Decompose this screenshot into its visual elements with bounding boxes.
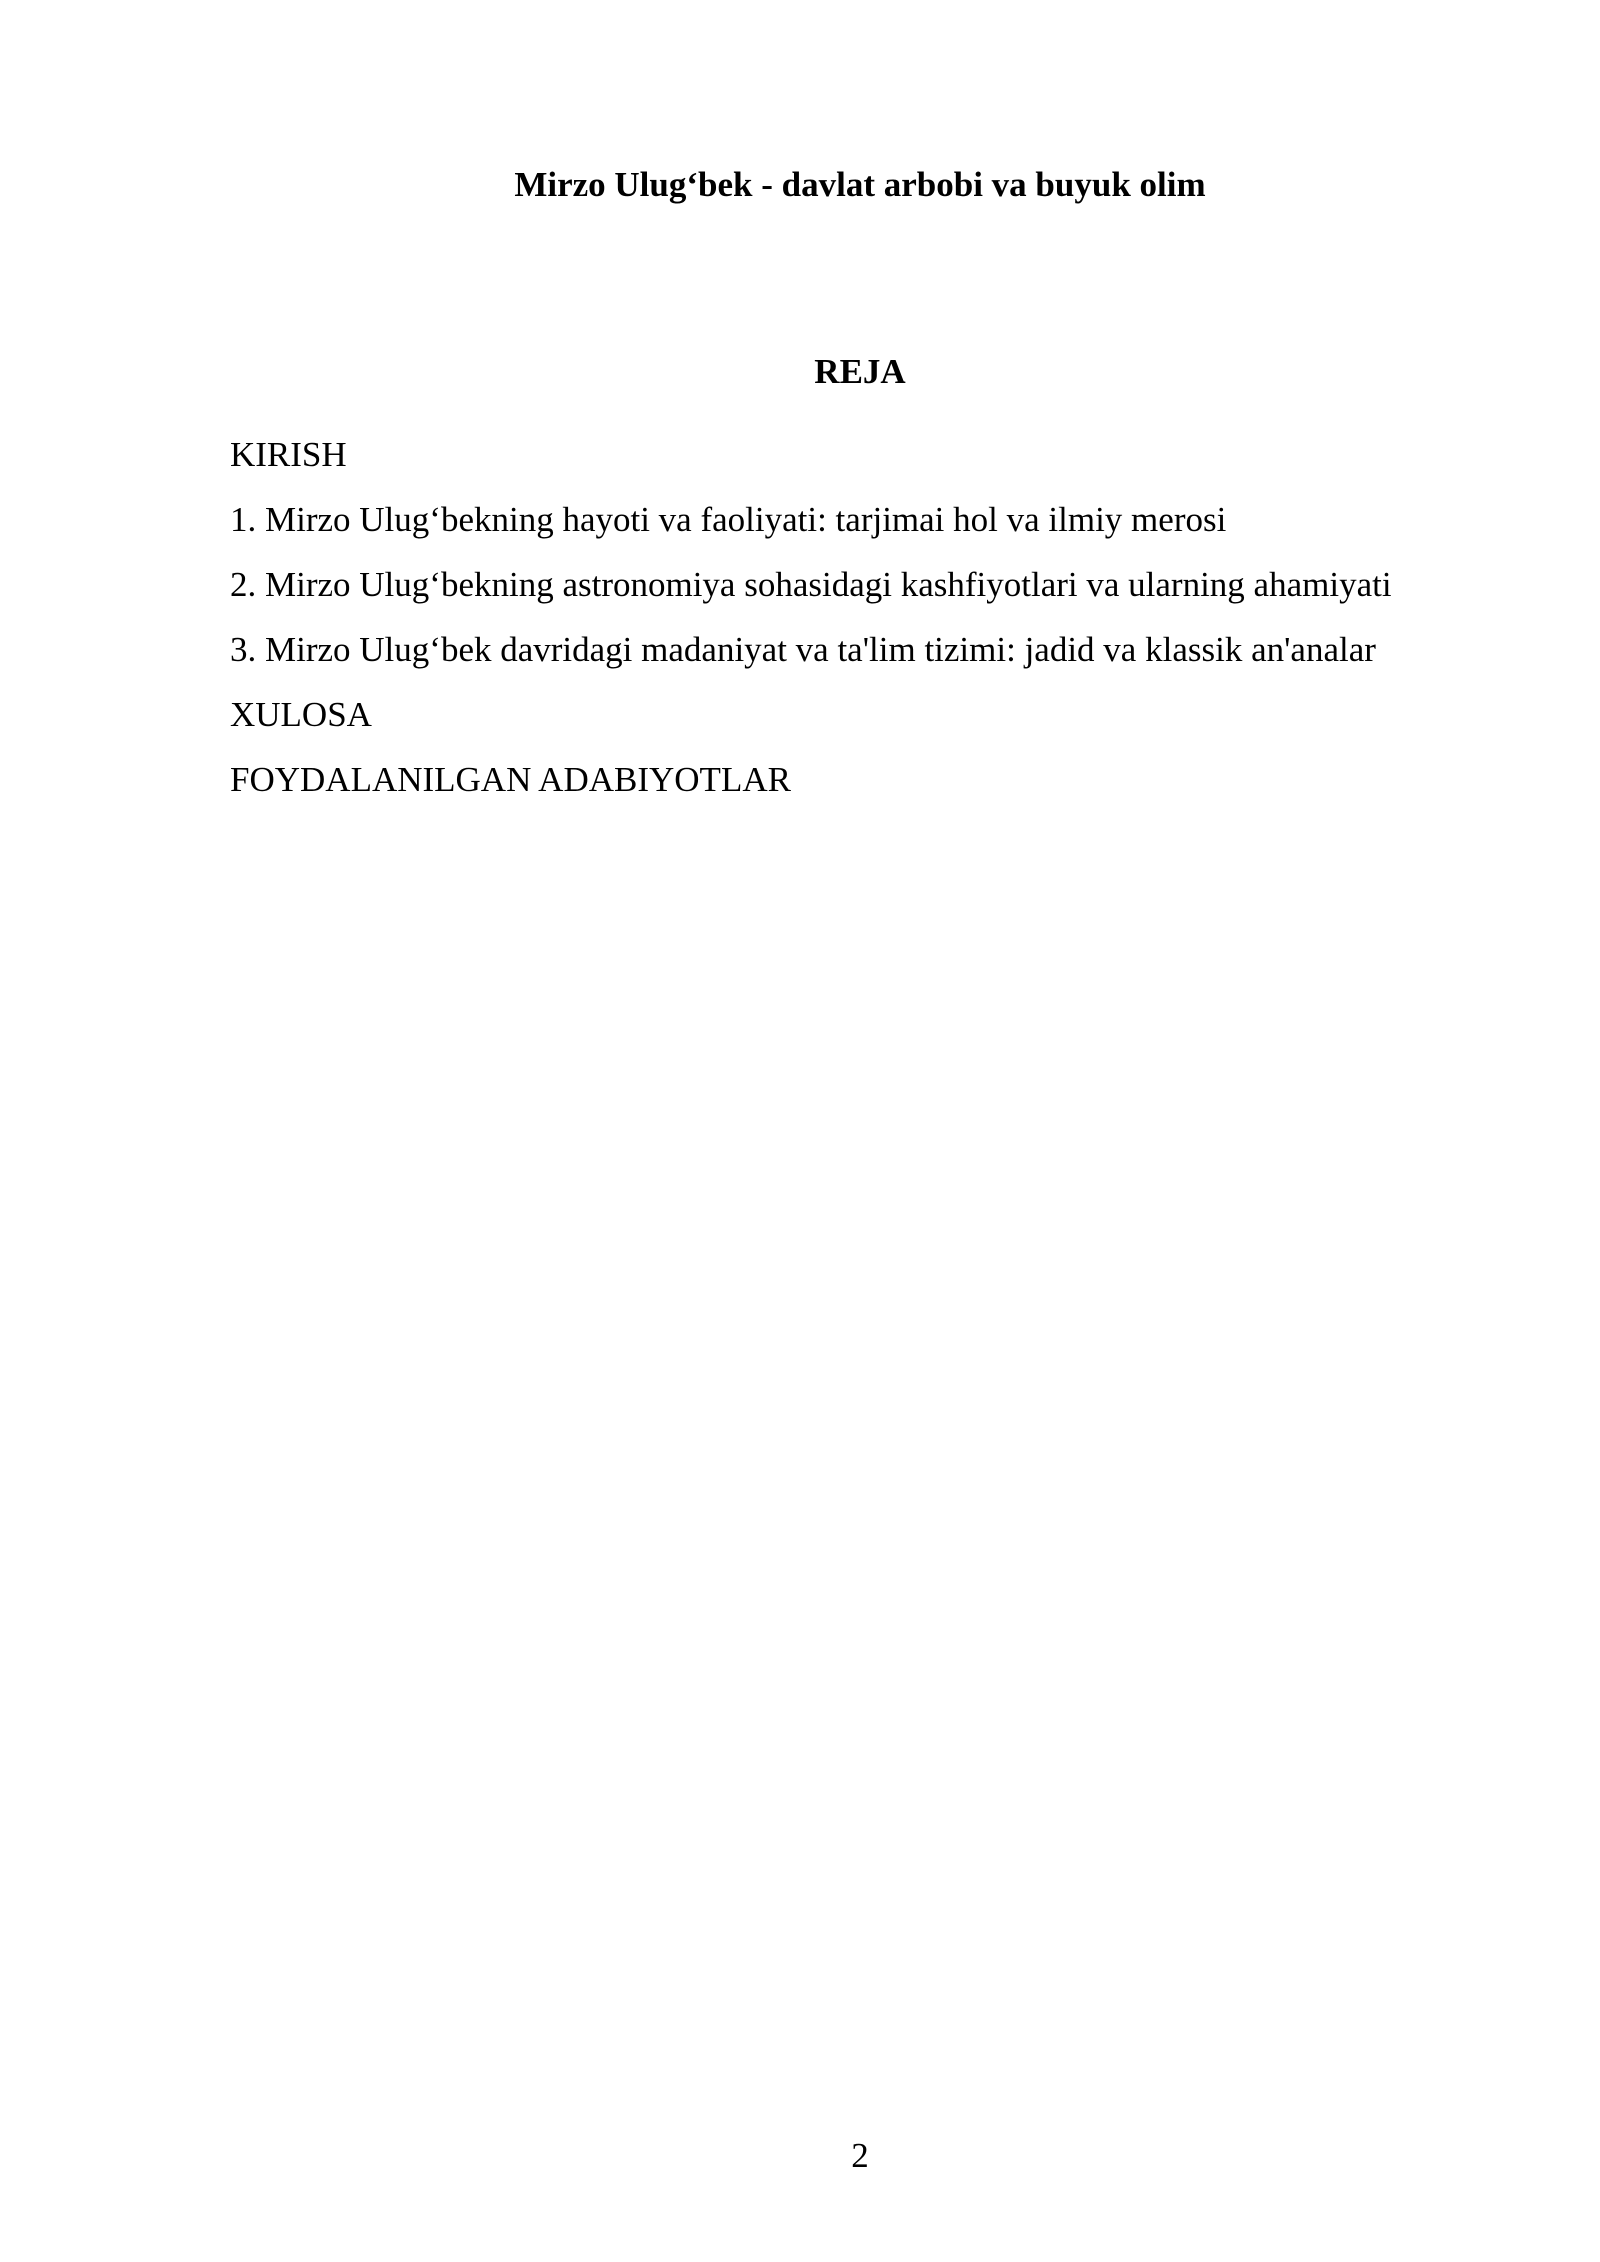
plan-item-section-3: 3. Mirzo Ulug‘bek davridagi madaniyat va ta'lim tizimi: jadid va klassik an'analar (230, 630, 1376, 669)
plan-item-introduction: KIRISH (230, 435, 347, 474)
plan-heading: REJA (814, 352, 906, 391)
plan-item-section-1: 1. Mirzo Ulug‘bekning hayoti va faoliyati: tarjimai hol va ilmiy merosi (230, 500, 1227, 539)
plan-item-references: FOYDALANILGAN ADABIYOTLAR (230, 760, 791, 799)
plan-item-conclusion: XULOSA (230, 695, 372, 734)
plan-list (230, 422, 1392, 812)
plan-item-section-2: 2. Mirzo Ulug‘bekning astronomiya sohasidagi kashfiyotlari va ularning ahamiyati (230, 565, 1392, 604)
page-number: 2 (851, 2136, 869, 2175)
document-title: Mirzo Ulug‘bek - davlat arbobi va buyuk olim (514, 165, 1206, 204)
